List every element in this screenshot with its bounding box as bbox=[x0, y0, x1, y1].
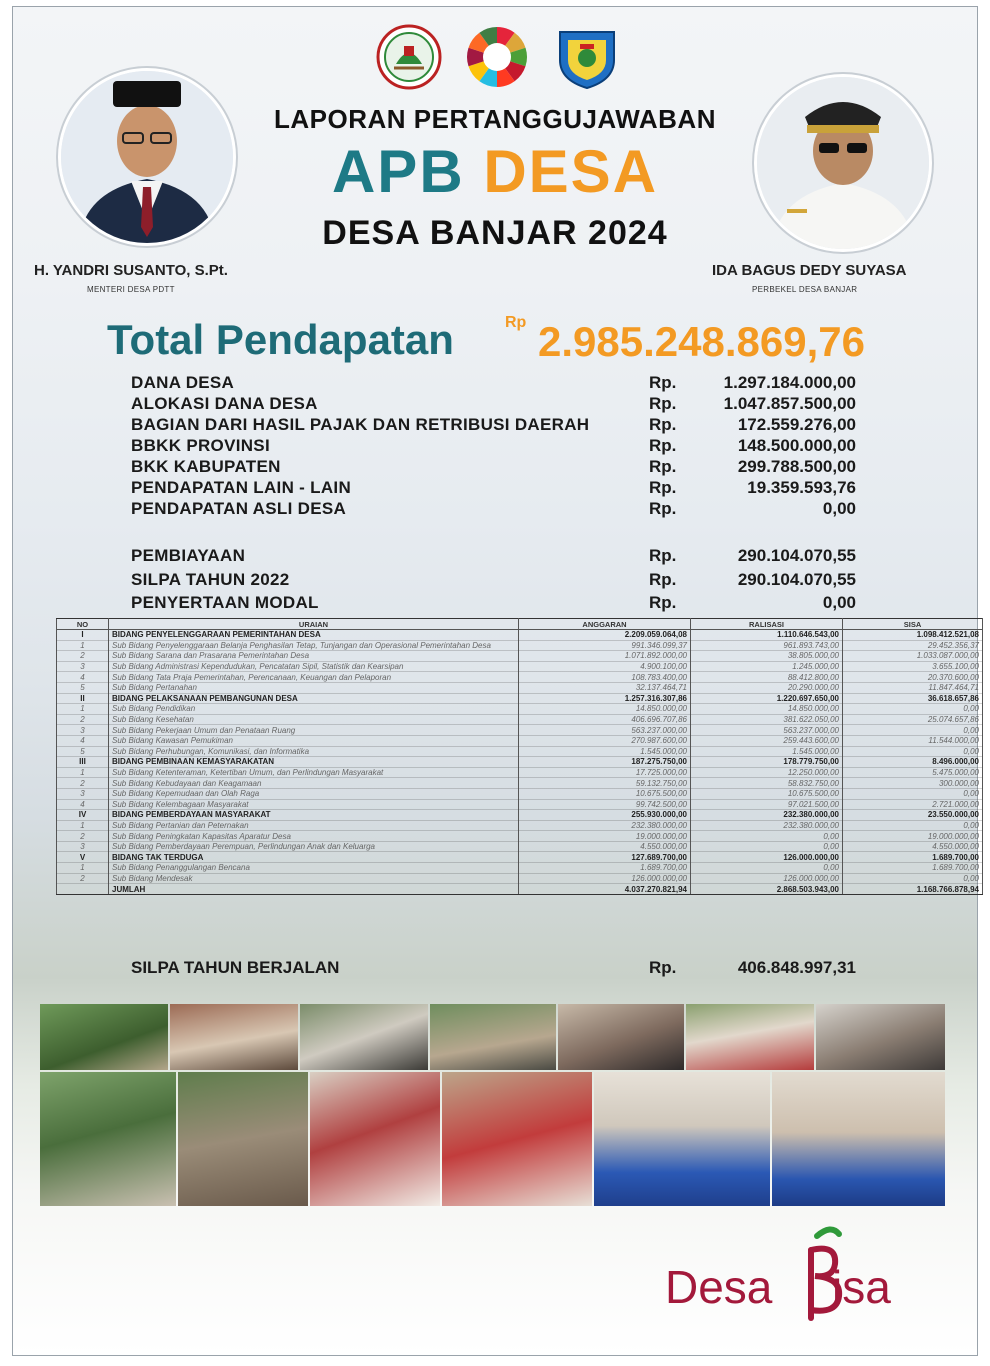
cell-anggaran: 4.037.270.821,94 bbox=[519, 884, 691, 895]
cell-sisa: 2.721.000,00 bbox=[843, 799, 983, 810]
row-value: 172.559.276,00 bbox=[737, 415, 856, 434]
cell-realisasi: 20.290.000,00 bbox=[691, 682, 843, 693]
cell-no: 3 bbox=[57, 725, 109, 736]
table-row bbox=[57, 704, 983, 715]
table-row bbox=[57, 884, 983, 895]
table-row bbox=[57, 852, 983, 863]
cell-sisa: 0,00 bbox=[843, 725, 983, 736]
row-currency: Rp. bbox=[649, 457, 677, 476]
cell-realisasi: 97.021.500,00 bbox=[691, 799, 843, 810]
cell-anggaran: 232.380.000,00 bbox=[519, 820, 691, 831]
cell-anggaran: 4.550.000,00 bbox=[519, 841, 691, 852]
cell-sisa: 300.000,00 bbox=[843, 778, 983, 789]
photo bbox=[816, 1004, 945, 1070]
pembiayaan-row bbox=[131, 546, 856, 567]
photo bbox=[40, 1072, 176, 1206]
row-label: BBKK PROVINSI bbox=[131, 436, 270, 455]
cell-no: 1 bbox=[57, 640, 109, 651]
cell-no: 3 bbox=[57, 661, 109, 672]
cell-realisasi: 232.380.000,00 bbox=[691, 810, 843, 821]
cell-no: 1 bbox=[57, 704, 109, 715]
table-row bbox=[57, 767, 983, 778]
cell-uraian: Sub Bidang Kesehatan bbox=[109, 714, 519, 725]
photo bbox=[442, 1072, 592, 1206]
table-row bbox=[57, 788, 983, 799]
cell-anggaran: 1.545.000,00 bbox=[519, 746, 691, 757]
brand-isa-text: isa bbox=[832, 1261, 891, 1313]
col-realisasi: RALISASI bbox=[691, 619, 843, 630]
cell-anggaran: 255.930.000,00 bbox=[519, 810, 691, 821]
row-label: PENDAPATAN LAIN - LAIN bbox=[131, 478, 352, 497]
cell-uraian: Sub Bidang Kepemudaan dan Olah Raga bbox=[109, 788, 519, 799]
cell-anggaran: 2.209.059.064,08 bbox=[519, 630, 691, 641]
cell-anggaran: 991.346.099,37 bbox=[519, 640, 691, 651]
cell-sisa: 1.689.700,00 bbox=[843, 852, 983, 863]
cell-uraian: Sub Bidang Kawasan Pemukiman bbox=[109, 735, 519, 746]
cell-realisasi: 10.675.500,00 bbox=[691, 788, 843, 799]
row-currency: Rp. bbox=[649, 546, 677, 565]
cell-uraian: BIDANG PENYELENGGARAAN PEMERINTAHAN DESA bbox=[109, 630, 519, 641]
cell-realisasi: 58.832.750,00 bbox=[691, 778, 843, 789]
table-row bbox=[57, 841, 983, 852]
cell-uraian: BIDANG TAK TERDUGA bbox=[109, 852, 519, 863]
cell-uraian: Sub Bidang Pendidikan bbox=[109, 704, 519, 715]
cell-anggaran: 19.000.000,00 bbox=[519, 831, 691, 842]
cell-sisa: 0,00 bbox=[843, 788, 983, 799]
photo bbox=[558, 1004, 684, 1070]
desabisa-logo bbox=[665, 1222, 935, 1322]
cell-no: 2 bbox=[57, 831, 109, 842]
cell-anggaran: 1.071.892.000,00 bbox=[519, 651, 691, 662]
cell-no: 3 bbox=[57, 841, 109, 852]
row-value: 1.297.184.000,00 bbox=[723, 373, 856, 392]
perbekel-portrait bbox=[754, 74, 932, 252]
pembiayaan-row bbox=[131, 570, 856, 591]
cell-uraian: Sub Bidang Administrasi Kependudukan, Pencatatan Sipil, Statistik dan Kearsipan bbox=[109, 661, 519, 672]
row-currency: Rp. bbox=[649, 415, 677, 434]
table-row bbox=[57, 863, 983, 874]
cell-no: 4 bbox=[57, 735, 109, 746]
cell-sisa: 3.655.100,00 bbox=[843, 661, 983, 672]
cell-uraian: BIDANG PELAKSANAAN PEMBANGUNAN DESA bbox=[109, 693, 519, 704]
row-value: 290.104.070,55 bbox=[737, 546, 856, 565]
table-row bbox=[57, 651, 983, 662]
table-row bbox=[57, 831, 983, 842]
row-currency: Rp. bbox=[649, 436, 677, 455]
village-year-title: DESA BANJAR 2024 bbox=[322, 214, 668, 252]
col-no: NO bbox=[57, 619, 109, 630]
cell-sisa: 1.098.412.521,08 bbox=[843, 630, 983, 641]
cell-realisasi: 0,00 bbox=[691, 831, 843, 842]
silpa-berjalan-row bbox=[131, 958, 856, 980]
cell-realisasi: 1.545.000,00 bbox=[691, 746, 843, 757]
cell-no: 3 bbox=[57, 788, 109, 799]
cell-sisa: 25.074.657,86 bbox=[843, 714, 983, 725]
cell-realisasi: 0,00 bbox=[691, 863, 843, 874]
cell-uraian: JUMLAH bbox=[109, 884, 519, 895]
cell-uraian: Sub Bidang Pekerjaan Umum dan Penataan Ruang bbox=[109, 725, 519, 736]
cell-anggaran: 14.850.000,00 bbox=[519, 704, 691, 715]
cell-realisasi: 1.110.646.543,00 bbox=[691, 630, 843, 641]
cell-sisa: 1.689.700,00 bbox=[843, 863, 983, 874]
cell-anggaran: 563.237.000,00 bbox=[519, 725, 691, 736]
cell-no: 4 bbox=[57, 672, 109, 683]
table-row bbox=[57, 672, 983, 683]
cell-anggaran: 1.689.700,00 bbox=[519, 863, 691, 874]
cell-realisasi: 126.000.000,00 bbox=[691, 873, 843, 884]
cell-anggaran: 99.742.500,00 bbox=[519, 799, 691, 810]
cell-realisasi: 563.237.000,00 bbox=[691, 725, 843, 736]
kabupaten-crest-icon bbox=[554, 24, 620, 90]
photo bbox=[170, 1004, 298, 1070]
table-row bbox=[57, 799, 983, 810]
table-row bbox=[57, 661, 983, 672]
cell-sisa: 0,00 bbox=[843, 704, 983, 715]
photo bbox=[430, 1004, 556, 1070]
pendapatan-row bbox=[131, 499, 856, 520]
cell-anggaran: 10.675.500,00 bbox=[519, 788, 691, 799]
row-label: ALOKASI DANA DESA bbox=[131, 394, 318, 413]
table-row bbox=[57, 693, 983, 704]
cell-uraian: Sub Bidang Mendesak bbox=[109, 873, 519, 884]
pendapatan-row bbox=[131, 373, 856, 394]
cell-uraian: Sub Bidang Perhubungan, Komunikasi, dan Informatika bbox=[109, 746, 519, 757]
row-value: 290.104.070,55 bbox=[737, 570, 856, 589]
cell-realisasi: 381.622.050,00 bbox=[691, 714, 843, 725]
cell-anggaran: 108.783.400,00 bbox=[519, 672, 691, 683]
activity-photo-collage bbox=[40, 1004, 945, 1206]
cell-realisasi: 1.220.697.650,00 bbox=[691, 693, 843, 704]
kemendesa-logo-icon bbox=[376, 24, 442, 90]
pendapatan-row bbox=[131, 478, 856, 499]
pendapatan-row bbox=[131, 436, 856, 457]
cell-anggaran: 406.696.707,86 bbox=[519, 714, 691, 725]
photo bbox=[40, 1004, 168, 1070]
cell-anggaran: 32.137.464,71 bbox=[519, 682, 691, 693]
photo bbox=[594, 1072, 770, 1206]
cell-no: 2 bbox=[57, 651, 109, 662]
desa-word: DESA bbox=[483, 138, 659, 205]
row-label: DANA DESA bbox=[131, 373, 235, 392]
table-header-row bbox=[57, 619, 983, 630]
table-row bbox=[57, 735, 983, 746]
row-currency: Rp. bbox=[649, 478, 677, 497]
row-label: PENYERTAAN MODAL bbox=[131, 593, 319, 612]
row-currency: Rp. bbox=[649, 570, 677, 589]
silpa-label: SILPA TAHUN BERJALAN bbox=[131, 958, 340, 977]
cell-sisa: 29.452.356,37 bbox=[843, 640, 983, 651]
cell-no: III bbox=[57, 757, 109, 768]
total-pendapatan-label: Total Pendapatan bbox=[107, 316, 454, 363]
col-sisa: SISA bbox=[843, 619, 983, 630]
cell-anggaran: 127.689.700,00 bbox=[519, 852, 691, 863]
table-row bbox=[57, 714, 983, 725]
row-label: PENDAPATAN ASLI DESA bbox=[131, 499, 347, 518]
cell-realisasi: 0,00 bbox=[691, 841, 843, 852]
cell-anggaran: 270.987.600,00 bbox=[519, 735, 691, 746]
row-label: BKK KABUPATEN bbox=[131, 457, 281, 476]
realisasi-table bbox=[56, 618, 983, 895]
pendapatan-row bbox=[131, 415, 856, 436]
col-uraian: URAIAN bbox=[109, 619, 519, 630]
cell-anggaran: 17.725.000,00 bbox=[519, 767, 691, 778]
pendapatan-row bbox=[131, 394, 856, 415]
cell-uraian: Sub Bidang Pertanian dan Peternakan bbox=[109, 820, 519, 831]
cell-uraian: Sub Bidang Peningkatan Kapasitas Aparatur Desa bbox=[109, 831, 519, 842]
photo bbox=[686, 1004, 814, 1070]
cell-uraian: Sub Bidang Penyelenggaraan Belanja Penghasilan Tetap, Tunjangan dan Operasional Pemerintahan Desa bbox=[109, 640, 519, 651]
cell-anggaran: 59.132.750,00 bbox=[519, 778, 691, 789]
cell-sisa: 0,00 bbox=[843, 873, 983, 884]
cell-realisasi: 38.805.000,00 bbox=[691, 651, 843, 662]
cell-realisasi: 232.380.000,00 bbox=[691, 820, 843, 831]
cell-anggaran: 1.257.316.307,86 bbox=[519, 693, 691, 704]
cell-no: V bbox=[57, 852, 109, 863]
row-currency: Rp. bbox=[649, 394, 677, 413]
cell-anggaran: 4.900.100,00 bbox=[519, 661, 691, 672]
cell-anggaran: 187.275.750,00 bbox=[519, 757, 691, 768]
table-row bbox=[57, 746, 983, 757]
cell-uraian: Sub Bidang Sarana dan Prasarana Pemerintahan Desa bbox=[109, 651, 519, 662]
apb-desa-title bbox=[240, 140, 750, 204]
cell-no: 1 bbox=[57, 820, 109, 831]
cell-no bbox=[57, 884, 109, 895]
sdgs-wheel-icon bbox=[464, 24, 530, 90]
row-label: BAGIAN DARI HASIL PAJAK DAN RETRIBUSI DAERAH bbox=[131, 415, 590, 434]
apb-word: APB bbox=[331, 138, 465, 205]
minister-portrait bbox=[58, 68, 236, 246]
col-anggaran: ANGGARAN bbox=[519, 619, 691, 630]
cell-realisasi: 2.868.503.943,00 bbox=[691, 884, 843, 895]
row-label: PEMBIAYAAN bbox=[131, 546, 246, 565]
perbekel-title: PERBEKEL DESA BANJAR bbox=[752, 285, 858, 294]
cell-sisa: 0,00 bbox=[843, 746, 983, 757]
cell-realisasi: 178.779.750,00 bbox=[691, 757, 843, 768]
cell-sisa: 23.550.000,00 bbox=[843, 810, 983, 821]
row-value: 0,00 bbox=[822, 499, 856, 518]
cell-realisasi: 12.250.000,00 bbox=[691, 767, 843, 778]
silpa-currency: Rp. bbox=[649, 958, 677, 977]
cell-realisasi: 961.893.743,00 bbox=[691, 640, 843, 651]
total-pendapatan-value: 2.985.248.869,76 bbox=[538, 318, 865, 365]
row-value: 1.047.857.500,00 bbox=[723, 394, 856, 413]
cell-uraian: Sub Bidang Kebudayaan dan Keagamaan bbox=[109, 778, 519, 789]
table-row bbox=[57, 873, 983, 884]
cell-sisa: 11.544.000,00 bbox=[843, 735, 983, 746]
table-row bbox=[57, 757, 983, 768]
cell-sisa: 0,00 bbox=[843, 820, 983, 831]
cell-no: 5 bbox=[57, 746, 109, 757]
cell-sisa: 5.475.000,00 bbox=[843, 767, 983, 778]
cell-uraian: Sub Bidang Pertanahan bbox=[109, 682, 519, 693]
cell-no: 2 bbox=[57, 714, 109, 725]
minister-title: MENTERI DESA PDTT bbox=[87, 285, 175, 294]
photo bbox=[772, 1072, 945, 1206]
row-value: 19.359.593,76 bbox=[747, 478, 856, 497]
cell-no: 1 bbox=[57, 863, 109, 874]
cell-uraian: BIDANG PEMBERDAYAAN MASYARAKAT bbox=[109, 810, 519, 821]
cell-sisa: 4.550.000,00 bbox=[843, 841, 983, 852]
table-row bbox=[57, 725, 983, 736]
row-currency: Rp. bbox=[649, 499, 677, 518]
cell-realisasi: 88.412.800,00 bbox=[691, 672, 843, 683]
cell-uraian: Sub Bidang Tata Praja Pemerintahan, Perencanaan, Keuangan dan Pelaporan bbox=[109, 672, 519, 683]
row-currency: Rp. bbox=[649, 593, 677, 612]
cell-sisa: 11.847.464,71 bbox=[843, 682, 983, 693]
row-value: 0,00 bbox=[822, 593, 856, 612]
cell-sisa: 20.370.600,00 bbox=[843, 672, 983, 683]
cell-realisasi: 259.443.600,00 bbox=[691, 735, 843, 746]
cell-sisa: 1.033.087.000,00 bbox=[843, 651, 983, 662]
row-value: 148.500.000,00 bbox=[737, 436, 856, 455]
total-pendapatan-currency: Rp bbox=[505, 314, 527, 331]
table-row bbox=[57, 640, 983, 651]
brand-desa-text: Desa bbox=[665, 1261, 773, 1313]
silpa-value: 406.848.997,31 bbox=[737, 958, 856, 977]
row-currency: Rp. bbox=[649, 373, 677, 392]
table-row bbox=[57, 630, 983, 641]
cell-sisa: 8.496.000,00 bbox=[843, 757, 983, 768]
table-row bbox=[57, 778, 983, 789]
cell-no: 5 bbox=[57, 682, 109, 693]
perbekel-name: IDA BAGUS DEDY SUYASA bbox=[712, 262, 907, 279]
table-row bbox=[57, 810, 983, 821]
cell-no: II bbox=[57, 693, 109, 704]
cell-sisa: 19.000.000,00 bbox=[843, 831, 983, 842]
cell-realisasi: 1.245.000,00 bbox=[691, 661, 843, 672]
cell-no: 2 bbox=[57, 778, 109, 789]
photo bbox=[310, 1072, 440, 1206]
photo bbox=[178, 1072, 308, 1206]
cell-uraian: Sub Bidang Kelembagaan Masyarakat bbox=[109, 799, 519, 810]
row-label: SILPA TAHUN 2022 bbox=[131, 570, 290, 589]
table-row bbox=[57, 682, 983, 693]
minister-name: H. YANDRI SUSANTO, S.Pt. bbox=[34, 262, 228, 279]
cell-no: IV bbox=[57, 810, 109, 821]
cell-sisa: 1.168.766.878,94 bbox=[843, 884, 983, 895]
cell-uraian: Sub Bidang Pemberdayaan Perempuan, Perlindungan Anak dan Keluarga bbox=[109, 841, 519, 852]
cell-realisasi: 14.850.000,00 bbox=[691, 704, 843, 715]
cell-no: I bbox=[57, 630, 109, 641]
cell-uraian: Sub Bidang Ketenteraman, Ketertiban Umum, dan Perlindungan Masyarakat bbox=[109, 767, 519, 778]
cell-no: 2 bbox=[57, 873, 109, 884]
cell-no: 1 bbox=[57, 767, 109, 778]
cell-realisasi: 126.000.000,00 bbox=[691, 852, 843, 863]
row-value: 299.788.500,00 bbox=[737, 457, 856, 476]
photo bbox=[300, 1004, 428, 1070]
cell-uraian: Sub Bidang Penanggulangan Bencana bbox=[109, 863, 519, 874]
cell-sisa: 36.618.657,86 bbox=[843, 693, 983, 704]
cell-uraian: BIDANG PEMBINAAN KEMASYARAKATAN bbox=[109, 757, 519, 768]
header-logos bbox=[376, 24, 626, 92]
pendapatan-row bbox=[131, 457, 856, 478]
cell-no: 4 bbox=[57, 799, 109, 810]
table-row bbox=[57, 820, 983, 831]
cell-anggaran: 126.000.000,00 bbox=[519, 873, 691, 884]
report-title: LAPORAN PERTANGGUJAWABAN bbox=[274, 104, 716, 134]
pembiayaan-row bbox=[131, 593, 856, 614]
